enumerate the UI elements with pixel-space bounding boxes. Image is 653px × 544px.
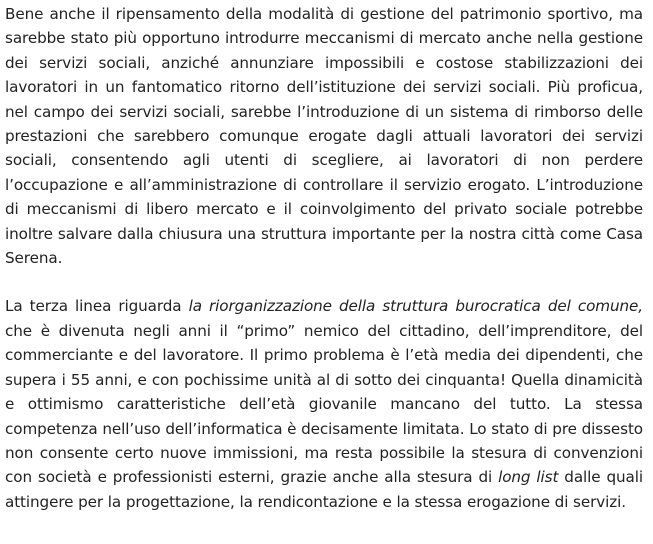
paragraph-2-outro: dalle quali attingere per la progettazione, la rendicontazione e la stessa erogazione di servizi. [5,468,643,511]
paragraph-2-emphasis-reorganization: la riorganizzazione della struttura burocratica del comune, [188,297,643,316]
paragraph-2-middle: che è divenuta negli anni il “primo” nemico del cittadino, dell’imprenditore, del commerciante e del lavoratore. Il primo problema è l’età media dei dipendenti, che supera i 55 anni, e con pochissime unità al di sotto dei cinquanta! Quella dinamicità e ottimismo caratteristiche dell’età giovanile mancano del tutto. La stessa competenza nell’uso dell’informatica è decisamente limitata. Lo stato di pre dissesto non consente certo nuove immissioni, ma resta possibile la stesura di convenzioni con società e professionisti esterni, grazie anche alla stesura di [5,321,643,487]
paragraph-2-emphasis-long-list: long list [498,468,559,487]
paragraph-1: Bene anche il ripensamento della modalità di gestione del patrimonio sportivo, ma sarebbe stato più opportuno introdurre meccanismi di mercato anche nella gestione dei servizi sociali, anziché annunziare impossibili e costose stabilizzazioni dei lavoratori in un fantomatico ritorno dell’istituzione dei servizi sociali. Più proficua, nel campo dei servizi sociali, sarebbe l’introduzione di un sistema di rimborso delle prestazioni che sarebbero comunque erogate dagli attuali lavoratori dei servizi sociali, consentendo agli utenti di scegliere, ai lavoratori di non perdere l’occupazione e all’amministrazione di controllare il servizio erogato. L’introduzione di meccanismi di libero mercato e il coinvolgimento del privato sociale potrebbe inoltre salvare dalla chiusura una struttura importante per la nostra città come Casa Serena. [5,5,643,268]
paragraph-2-intro: La terza linea riguarda [5,297,189,316]
paragraph-2 [5,294,643,514]
